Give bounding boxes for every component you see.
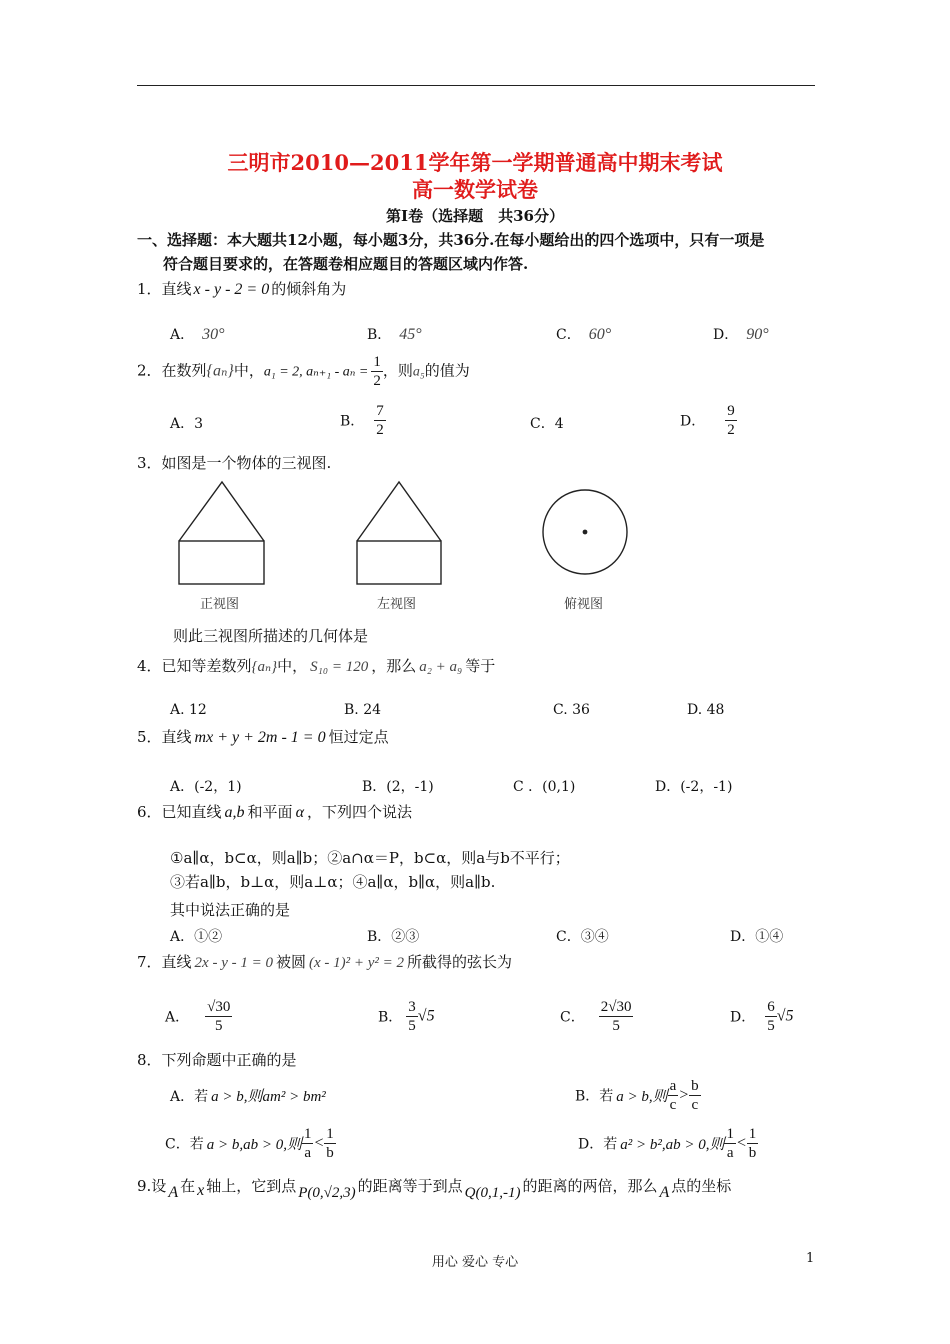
caption-front-view: 正视图 <box>200 597 240 612</box>
three-view-figure <box>170 478 640 588</box>
top-view-center-dot <box>583 530 588 535</box>
q2-half-num: 1 <box>373 354 381 370</box>
q2-suffix: 的值为 <box>424 361 470 380</box>
q7-option-b: B． $\frac{3}{5}$ √5 <box>378 999 435 1034</box>
q6-option-b: B．②③ <box>367 929 420 945</box>
q7-option-c: C． $\frac{2√30}{5}$ <box>560 999 632 1034</box>
q2-sequence: {aₙ} <box>206 362 234 380</box>
q3-follow: 则此三视图所描述的几何体是 <box>173 627 369 645</box>
question-3: 3．如图是一个物体的三视图. <box>137 454 332 472</box>
q4-option-b: B. 24 <box>344 702 382 718</box>
q2-condition: a₁ = 2, aₙ₊₁ - aₙ = <box>263 364 369 380</box>
question-8: 8．下列命题中正确的是 <box>137 1051 297 1069</box>
q6-statements-1: ①a∥α，b⊂α，则a∥b；②a∩α＝P，b⊂α，则a与b不平行； <box>170 849 570 867</box>
q5-option-b: B．(2，-1) <box>362 779 434 795</box>
q4-option-c: C. 36 <box>553 702 590 718</box>
q1-prefix: 1．直线 <box>137 280 192 298</box>
q2-option-a: A．3 <box>170 416 204 432</box>
q2-target: a₅ <box>412 364 425 380</box>
q1-equation: x - y - 2 = 0 <box>193 281 270 298</box>
q5-option-c: C ．(0,1) <box>513 779 576 795</box>
q6-statements-2: ③若a∥b，b⊥α，则a⊥α；④a∥α，b∥α，则a∥b. <box>170 873 496 891</box>
page-number: 1 <box>806 1251 815 1266</box>
q2-tail: ，则 <box>382 361 413 380</box>
caption-top-view: 俯视图 <box>564 597 604 612</box>
q1-option-a: A． 30° <box>170 326 225 343</box>
section-heading: 第Ⅰ卷（选择题 共36分） <box>386 207 564 225</box>
question-6: 6．已知直线 a,b 和平面 α ，下列四个说法 <box>137 803 412 821</box>
q1-suffix: 的倾斜角为 <box>271 280 347 298</box>
q2-prefix: 2．在数列 <box>137 361 207 380</box>
q7-option-a: A． $\frac{√30}{5}$ <box>165 999 231 1034</box>
exam-title: 三明市2010—2011学年第一学期普通高中期末考试 <box>227 150 723 175</box>
q6-option-c: C．③④ <box>556 929 609 945</box>
q4-option-d: D. 48 <box>687 702 725 718</box>
q6-option-a: A．①② <box>170 929 223 945</box>
q8-option-a: A．若 a > b,则am² > bm² <box>170 1089 326 1105</box>
instructions-line2: 符合题目要求的，在答题卷相应题目的答题区域内作答. <box>163 255 529 273</box>
caption-left-view: 左视图 <box>377 597 417 612</box>
q2-option-b: B． $\frac{7}{2}$ <box>340 403 384 438</box>
q8-option-c: C．若 a > b,ab > 0,则 $\frac{1}{a}$ < $\frac{1}{b}$ <box>165 1126 334 1161</box>
question-1 <box>137 278 346 299</box>
q1-option-b: B． 45° <box>367 326 422 343</box>
q2-half-den: 2 <box>373 373 381 389</box>
q6-ask: 其中说法正确的是 <box>170 901 291 919</box>
question-7: 7．直线 2x - y - 1 = 0 被圆 (x - 1)² + y² = 2 所截得的弦长为 <box>137 953 513 971</box>
q4-option-a: A. 12 <box>170 702 207 718</box>
question-4: 4．已知等差数列{aₙ}中， S₁₀ = 120 ，那么 a₂ + a₉ 等于 <box>137 657 496 675</box>
q1-option-d: D． 90° <box>713 326 769 343</box>
left-view <box>357 482 441 584</box>
q1-option-c: C． 60° <box>556 326 612 343</box>
instructions-line1: 一、选择题：本大题共12小题，每小题3分，共36分.在每小题给出的四个选项中，只有一项是 <box>137 231 765 249</box>
q5-option-d: D．(-2，-1) <box>655 779 733 795</box>
q8-option-b: B．若 a > b,则 $\frac{a}{c}$ > $\frac{b}{c}$ <box>575 1078 699 1113</box>
front-view <box>179 482 264 584</box>
footer-slogan: 用心 爱心 专心 <box>431 1255 519 1270</box>
question-2 <box>137 353 470 390</box>
q2-option-c: C．4 <box>530 416 564 432</box>
question-5: 5．直线 mx + y + 2m - 1 = 0 恒过定点 <box>137 728 389 746</box>
exam-subtitle: 高一数学试卷 <box>412 177 538 202</box>
question-9: 9.设 A 在 x 轴上，它到点 P(0,√2,3) 的距离等于到点 Q(0,1,-1) 的距离的两倍，那么 A 点的坐标 <box>137 1177 732 1201</box>
q2-mid: 中， <box>233 361 264 380</box>
q8-option-d: D．若 a² > b²,ab > 0,则 $\frac{1}{a}$ < $\frac{1}{b}$ <box>578 1126 757 1161</box>
top-rule <box>137 85 815 86</box>
q7-option-d: D． $\frac{6}{5}$ √5 <box>730 999 794 1034</box>
q6-option-d: D．①④ <box>730 929 784 945</box>
q5-option-a: A．(-2，1) <box>170 779 242 795</box>
q2-option-d: D． $\frac{9}{2}$ <box>680 403 735 438</box>
